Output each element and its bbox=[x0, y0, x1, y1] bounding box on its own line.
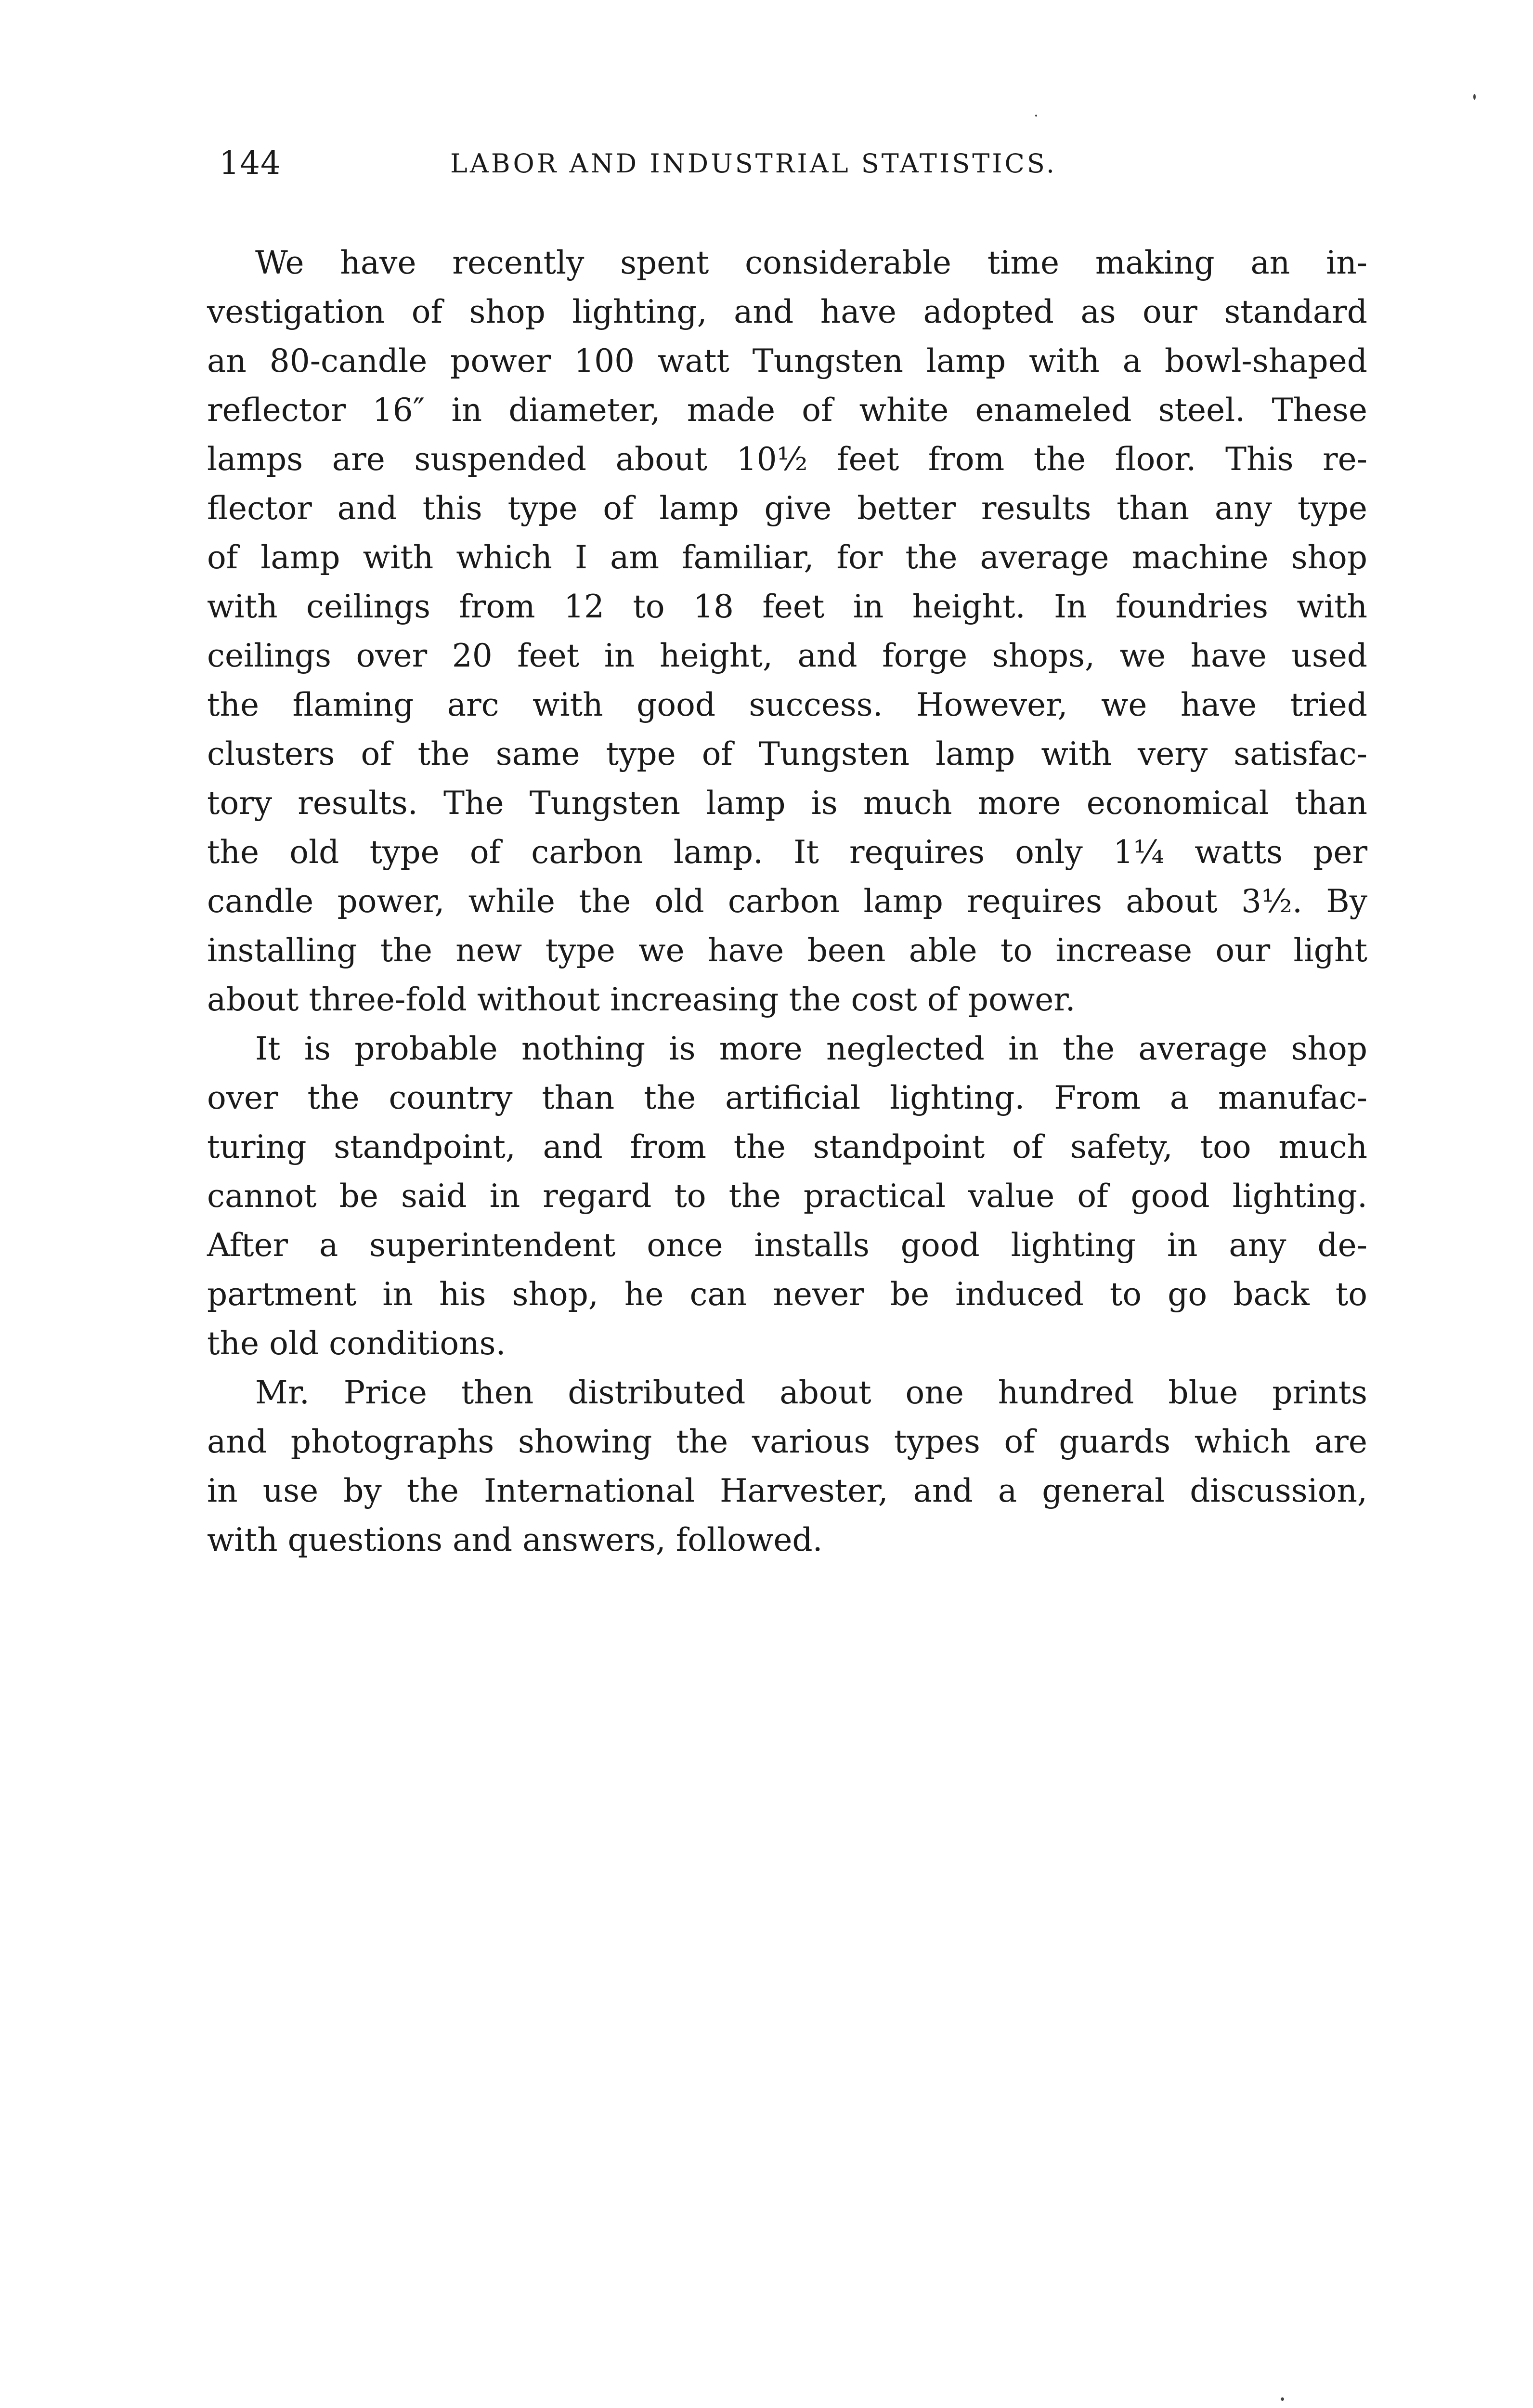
text-line: with questions and answers, followed. bbox=[207, 1521, 823, 1558]
paragraph-3 bbox=[207, 1368, 1367, 1565]
text-line: flector and this type of lamp give better results than any type bbox=[207, 490, 1367, 527]
text-line: over the country than the artificial lighting. From a manufac- bbox=[207, 1079, 1367, 1116]
scan-speck bbox=[1473, 94, 1476, 100]
text-line: the flaming arc with good success. However, we have tried bbox=[207, 686, 1367, 723]
text-line: and photographs showing the various types of guards which are bbox=[207, 1423, 1367, 1460]
text-line: clusters of the same type of Tungsten lamp with very satisfac- bbox=[207, 735, 1367, 772]
text-line: reflector 16″ in diameter, made of white enameled steel. These bbox=[207, 392, 1367, 429]
text-line: tory results. The Tungsten lamp is much more economical than bbox=[207, 785, 1367, 822]
text-line: about three-fold without increasing the cost of power. bbox=[207, 981, 1076, 1018]
text-line: lamps are suspended about 10½ feet from the floor. This re- bbox=[207, 441, 1367, 478]
text-line: ceilings over 20 feet in height, and forge shops, we have used bbox=[207, 637, 1367, 674]
paragraph-1 bbox=[207, 238, 1367, 1024]
text-line: We have recently spent considerable time making an in- bbox=[255, 244, 1367, 281]
page-header bbox=[219, 144, 1365, 202]
text-line: an 80-candle power 100 watt Tungsten lamp with a bowl-shaped bbox=[207, 342, 1367, 380]
scan-speck bbox=[1035, 115, 1037, 117]
text-line: turing standpoint, and from the standpoint of safety, too much bbox=[207, 1128, 1367, 1165]
text-line: cannot be said in regard to the practical value of good lighting. bbox=[207, 1178, 1367, 1215]
text-line: installing the new type we have been able to increase our light bbox=[207, 932, 1367, 969]
scan-speck bbox=[1281, 2397, 1284, 2401]
text-line: in use by the International Harvester, and a general discussion, bbox=[207, 1472, 1367, 1509]
text-line: with ceilings from 12 to 18 feet in height. In foundries with bbox=[207, 588, 1367, 625]
text-line: After a superintendent once installs good lighting in any de- bbox=[207, 1227, 1367, 1264]
page-number: 144 bbox=[219, 144, 281, 182]
text-line: the old conditions. bbox=[207, 1325, 506, 1362]
running-title: LABOR AND INDUSTRIAL STATISTICS. bbox=[450, 148, 1057, 179]
body-text bbox=[207, 238, 1367, 1565]
text-line: of lamp with which I am familiar, for the average machine shop bbox=[207, 539, 1367, 576]
text-line: the old type of carbon lamp. It requires only 1¼ watts per bbox=[207, 834, 1367, 871]
text-line: Mr. Price then distributed about one hundred blue prints bbox=[255, 1374, 1367, 1411]
text-line: vestigation of shop lighting, and have adopted as our standard bbox=[207, 293, 1367, 330]
text-line: It is probable nothing is more neglected in the average shop bbox=[255, 1030, 1367, 1067]
text-line: candle power, while the old carbon lamp requires about 3½. By bbox=[207, 883, 1367, 920]
text-line: partment in his shop, he can never be induced to go back to bbox=[207, 1276, 1367, 1313]
paragraph-2 bbox=[207, 1024, 1367, 1368]
